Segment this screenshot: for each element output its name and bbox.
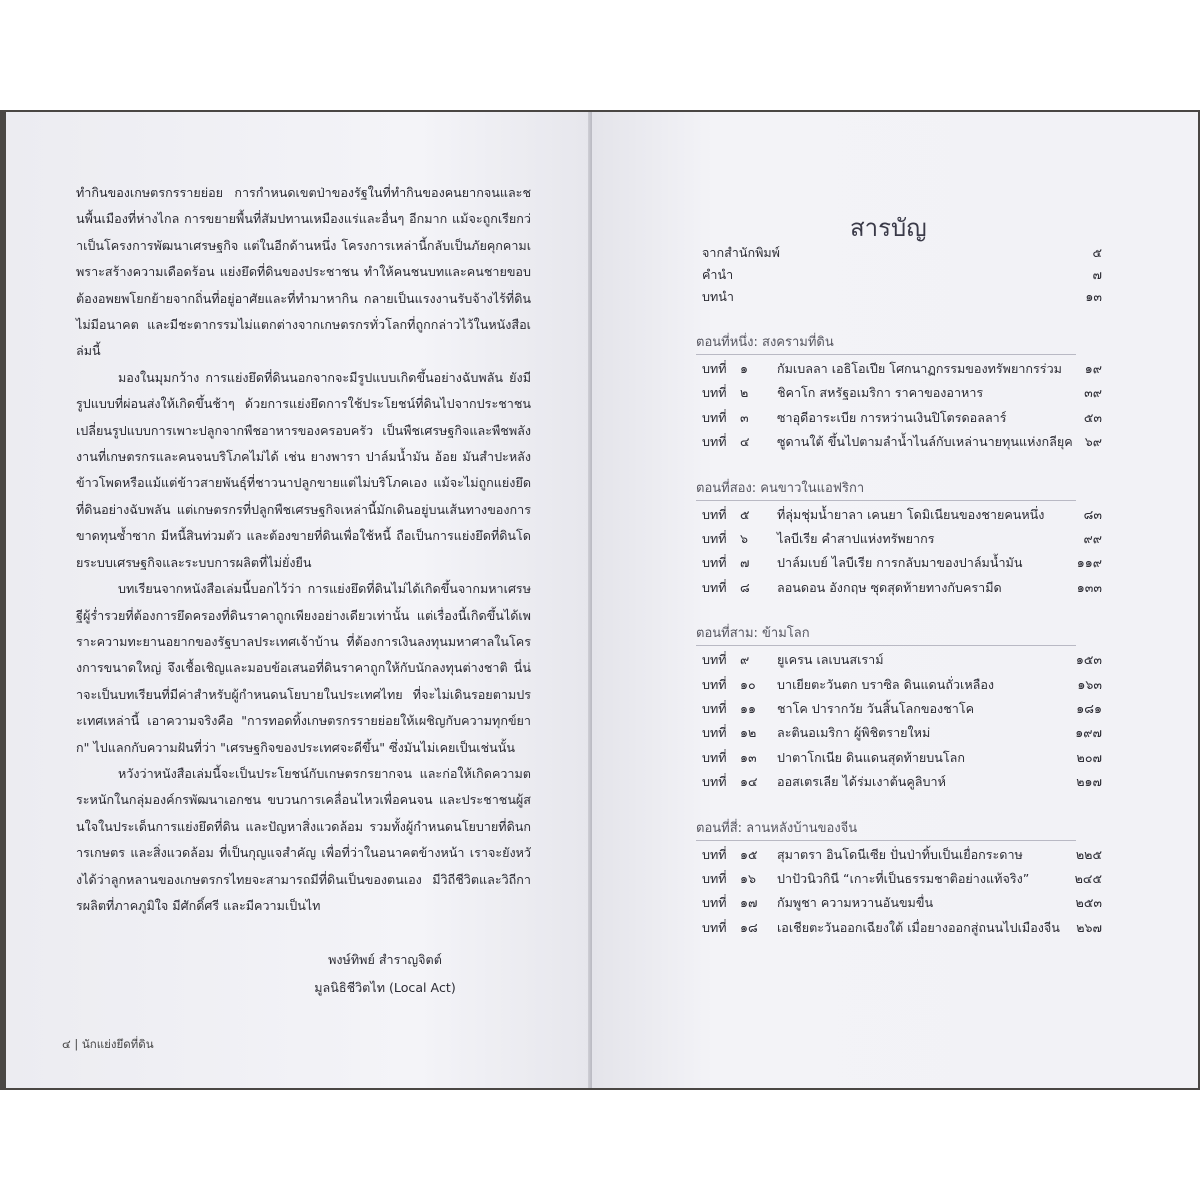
toc-page-number: ๑๖๓: [1077, 676, 1102, 692]
toc-chapter-title: ปาตาโกเนีย ดินแดนสุดท้ายบนโลก: [777, 749, 966, 765]
toc-page-number: ๑๙: [1084, 361, 1102, 376]
toc-chapter-label: บทที่: [702, 385, 727, 401]
toc-page-number: ๒๐๗: [1076, 749, 1102, 765]
toc-entry-label: คำนำ: [702, 267, 734, 282]
page-footer: ๔ | นักแย่งยึดที่ดิน: [62, 1037, 154, 1051]
toc-page-number: ๑๑๙: [1076, 555, 1102, 571]
toc-chapter-label: บทที่: [702, 531, 727, 546]
toc-page-number: ๑๙๗: [1075, 725, 1102, 741]
toc-part-heading: ตอนที่หนึ่ง: สงครามที่ดิน: [696, 332, 1076, 355]
toc-chapter-number: ๙: [740, 652, 750, 668]
toc-page-number: ๒๖๗: [1076, 919, 1102, 935]
toc-chapter-title: กัมพูชา ความหวานอันขมขื่น: [777, 895, 934, 911]
toc-page-number: ๒๑๗: [1076, 774, 1102, 790]
paragraph: หวังว่าหนังสือเล่มนี้จะเป็นประโยชน์กับเกษตรกรยากจน และก่อให้เกิดความตระหนักในกลุ่มองค์กรพัฒนาเอกชน ขบวนการเคลื่อนไหวเพื่อคนจน และประชาชนผู้สนใจในประเด็นการแย่งยึดที่ดิน และปัญหาสิ่งแวดล้อม รวมทั้งผู้กำหนดนโยบายที่ดินการเกษตร และสิ่งแวดล้อม ที่เป็นกุญแจสำคัญ เพื่อที่ว่าในอนาคตข้างหน้า เราจะยังหวังได้ว่าลูกหลานของเกษตรกรไทยจะสามารถมีที่ดินเป็นของตนเอง มีวิถีชีวิตและวิถีการผลิตที่ภาคภูมิใจ มีศักดิ์ศรี และมีความเป็นไท: [76, 765, 531, 913]
toc-chapter-title: ไลบีเรีย คำสาปแห่งทรัพยากร: [777, 531, 935, 546]
toc-entry[interactable]: [702, 242, 1102, 264]
foreword-text: [76, 180, 531, 919]
toc-chapter-label: บทที่: [702, 506, 727, 522]
toc-chapter-entry[interactable]: [702, 431, 1102, 453]
toc-chapter-label: บทที่: [702, 919, 727, 935]
toc-chapter-entry[interactable]: [702, 868, 1102, 890]
signature-name: พงษ์ทิพย์ สำราญจิตต์: [328, 952, 442, 967]
toc-chapter-title: ปาปัวนิวกินี “เกาะที่เป็นธรรมชาติอย่างแท้จริง”: [777, 871, 1030, 886]
toc-page-number: ๑๓: [1085, 289, 1102, 304]
toc-entry-label: บทนำ: [702, 289, 734, 304]
toc-chapter-number: ๑๕: [740, 846, 758, 862]
toc-entry-label: จากสำนักพิมพ์: [702, 245, 780, 260]
toc-chapter-title: เอเชียตะวันออกเฉียงใต้ เมื่อยางออกสู่ถนนไปเมืองจีน: [777, 919, 1060, 935]
toc-chapter-title: ที่ลุ่มชุ่มน้ำยาลา เคนยา โดมิเนียนของชายคนหนึ่ง: [777, 506, 1045, 522]
toc-chapter-label: บทที่: [702, 434, 727, 450]
toc-chapter-number: ๑๐: [740, 676, 756, 692]
toc-page-number: ๘๓: [1083, 506, 1102, 522]
toc-part-heading: ตอนที่สอง: คนขาวในแอฟริกา: [696, 478, 1076, 501]
toc-chapter-entry[interactable]: [702, 722, 1102, 744]
toc-entry[interactable]: [702, 286, 1102, 308]
toc-chapter-entry[interactable]: [702, 844, 1102, 866]
paragraph: ทำกินของเกษตรกรรายย่อย การกำหนดเขตป่าของรัฐในที่ทำกินของคนยากจนและชนพื้นเมืองที่ห่างไกล การขยายพื้นที่สัมปทานเหมืองแร่และอื่นๆ อีกมาก แม้จะถูกเรียกว่าเป็นโครงการพัฒนาเศรษฐกิจ แต่ในอีกด้านหนึ่ง โครงการเหล่านี้กลับเป็นภัยคุกคามเพราะสร้างความเดือดร้อน แย่งยึดที่ดินของประชาชน ทำให้คนชนบทและคนชายขอบต้องอพยพโยกย้ายจากถิ่นที่อยู่อาศัยและที่ทำมาหากิน กลายเป็นแรงงานรับจ้างไร้ที่ดินไม่มีอนาคต และมีชะตากรรมไม่แตกต่างจากเกษตรกรทั่วโลกที่ถูกกล่าวไว้ในหนังสือเล่มนี้: [76, 185, 531, 359]
toc-chapter-entry[interactable]: [702, 917, 1102, 939]
toc-chapter-label: บทที่: [702, 652, 727, 668]
toc-chapter-number: ๑๘: [740, 919, 758, 935]
toc-chapter-entry[interactable]: [702, 528, 1102, 550]
toc-chapter-label: บทที่: [702, 895, 727, 911]
paragraph: บทเรียนจากหนังสือเล่มนี้บอกไว้ว่า การแย่งยึดที่ดินไม่ได้เกิดขึ้นจากมหาเศรษฐีผู้ร่ำรวยที่ต้องการยึดครองที่ดินราคาถูกเพียงอย่างเดียวเท่านั้น แต่เรื่องนี้เกิดขึ้นได้เพราะความทะยานอยากของรัฐบาลประเทศเจ้าบ้าน ที่ต้องการเงินลงทุนมหาศาลในโครงการขนาดใหญ่ จึงเชื้อเชิญและมอบข้อเสนอที่ดินราคาถูกให้กับนักลงทุนต่างชาติ นี่น่าจะเป็นบทเรียนที่มีค่าสำหรับผู้กำหนดนโยบายในประเทศไทย ที่จะไม่เดินรอยตามประเทศเหล่านี้ เอาความจริงคือ "การทอดทิ้งเกษตรกรรายย่อยให้เผชิญกับความทุกข์ยาก" ไปแลกกับความฝันที่ว่า "เศรษฐกิจของประเทศจะดีขึ้น" ซึ่งมันไม่เคยเป็นเช่นนั้น: [76, 581, 531, 755]
toc-chapter-entry[interactable]: [702, 407, 1102, 429]
toc-part-heading: ตอนที่สาม: ข้ามโลก: [696, 623, 1076, 646]
toc-chapter-title: ออสเตรเลีย ได้ร่มเงาต้นคูลิบาห์: [777, 774, 946, 790]
toc-chapter-title: ละตินอเมริกา ผู้พิชิตรายใหม่: [777, 725, 931, 741]
toc-chapter-label: บทที่: [702, 846, 727, 862]
toc-chapter-title: สุมาตรา อินโดนีเซีย ปั่นป่าทิ้บเป็นเยื่อกระดาษ: [777, 846, 1023, 862]
toc-chapter-entry[interactable]: [702, 698, 1102, 720]
toc-chapter-entry[interactable]: [702, 747, 1102, 769]
toc-title: สารบัญ: [850, 214, 927, 242]
toc-chapter-number: ๘: [740, 579, 750, 595]
toc-chapter-label: บทที่: [702, 749, 727, 765]
toc-page-number: ๗: [1092, 267, 1102, 282]
toc-chapter-number: ๑๖: [740, 871, 756, 886]
toc-page-number: ๕: [1092, 245, 1102, 260]
toc-chapter-label: บทที่: [702, 409, 727, 425]
toc-chapter-number: ๖: [740, 531, 748, 546]
toc-page-number: ๑๕๓: [1075, 652, 1102, 668]
toc-page-number: ๑๓๓: [1076, 579, 1102, 595]
toc-chapter-entry[interactable]: [702, 358, 1102, 380]
toc-page-number: ๙๙: [1083, 531, 1102, 546]
toc-entry[interactable]: [702, 264, 1102, 286]
toc-chapter-title: กัมเบลลา เอธิโอเปีย โศกนาฏกรรมของทรัพยากรร่วม: [777, 361, 1062, 376]
toc-chapter-entry[interactable]: [702, 577, 1102, 599]
toc-chapter-number: ๑๔: [740, 774, 758, 790]
toc-chapter-label: บทที่: [702, 701, 727, 716]
toc-chapter-number: ๕: [740, 506, 750, 522]
toc-chapter-title: ชาโค ปารากวัย วันสิ้นโลกของชาโค: [777, 701, 975, 716]
toc-chapter-number: ๑๗: [740, 895, 758, 911]
toc-chapter-entry[interactable]: [702, 649, 1102, 671]
toc-chapter-title: ซูดานใต้ ขึ้นไปตามลำน้ำไนล์กับเหล่านายทุนแห่งกลียุค: [777, 434, 1073, 450]
toc-page-number: ๒๒๕: [1075, 846, 1102, 862]
toc-chapter-entry[interactable]: [702, 674, 1102, 696]
toc-chapter-number: ๑๓: [740, 749, 757, 765]
toc-chapter-title: ชิคาโก สหรัฐอเมริกา ราคาของอาหาร: [777, 385, 984, 401]
right-page: [592, 112, 1198, 1088]
toc-chapter-number: ๒: [740, 385, 749, 401]
toc-chapter-entry[interactable]: [702, 382, 1102, 404]
toc-chapter-label: บทที่: [702, 361, 727, 376]
toc-chapter-label: บทที่: [702, 555, 727, 571]
toc-chapter-entry[interactable]: [702, 504, 1102, 526]
toc-chapter-label: บทที่: [702, 871, 727, 886]
toc-chapter-number: ๔: [740, 434, 750, 450]
toc-chapter-entry[interactable]: [702, 552, 1102, 574]
toc-chapter-entry[interactable]: [702, 892, 1102, 914]
toc-chapter-label: บทที่: [702, 725, 727, 741]
toc-chapter-number: ๑: [740, 361, 748, 376]
toc-page-number: ๒๕๓: [1075, 895, 1102, 911]
toc-chapter-number: ๑๑: [740, 701, 756, 716]
toc-chapter-label: บทที่: [702, 579, 727, 595]
toc-page-number: ๑๘๑: [1076, 701, 1102, 716]
left-page: [6, 112, 594, 1088]
toc-page-number: ๒๔๕: [1074, 871, 1102, 886]
toc-chapter-number: ๓: [740, 409, 749, 425]
paragraph: มองในมุมกว้าง การแย่งยึดที่ดินนอกจากจะมีรูปแบบเกิดขึ้นอย่างฉับพลัน ยังมีรูปแบบที่ผ่อนส่งให้เกิดขึ้นช้าๆ ด้วยการแย่งยึดการใช้ประโยชน์ที่ดินไปจากประชาชน เปลี่ยนรูปแบบการเพาะปลูกจากพืชอาหารของครอบครัว เป็นพืชเศรษฐกิจและพืชพลังงานที่เกษตรกรและคนจนบริโภคไม่ได้ เช่น ยางพารา ปาล์มน้ำมัน อ้อย มันสำปะหลัง ข้าวโพดหรือแม้แต่ข้าวสายพันธุ์ที่ชาวนาปลูกขายแต่ไม่บริโภคเอง แม้จะไม่ถูกแย่งยึดที่ดินอย่างฉับพลัน แต่เกษตรกรที่ปลูกพืชเศรษฐกิจเหล่านี้มักเดินอยู่บนเส้นทางของการขาดทุนซ้ำซาก มีหนี้สินท่วมตัว และต้องขายที่ดินเพื่อใช้หนี้ ถือเป็นการแย่งยึดที่ดินโดยระบบเศรษฐกิจและระบบการผลิตที่ไม่ยั่งยืน: [76, 369, 531, 570]
toc-page-number: ๕๓: [1083, 409, 1102, 425]
toc-chapter-entry[interactable]: [702, 771, 1102, 793]
toc-chapter-label: บทที่: [702, 774, 727, 790]
toc-chapter-title: บาเยียตะวันตก บราซิล ดินแดนถั่วเหลือง: [777, 676, 995, 692]
toc-chapter-number: ๑๒: [740, 725, 757, 741]
toc-chapter-number: ๗: [740, 555, 750, 571]
toc-chapter-title: ลอนดอน อังกฤษ ซุดสุดท้ายทางกับครามีด: [777, 579, 1002, 595]
toc-chapter-title: ซาอุดีอาระเบีย การหว่านเงินปิโตรดอลลาร์: [777, 409, 1007, 425]
toc-part-heading: ตอนที่สี่: ลานหลังบ้านของจีน: [696, 818, 1076, 841]
toc-chapter-title: ยูเครน เลเบนสเราม์: [777, 652, 884, 668]
signature-organization: มูลนิธิชีวิตไท (Local Act): [314, 980, 456, 995]
toc-page-number: ๖๙: [1084, 434, 1102, 450]
toc-chapter-label: บทที่: [702, 676, 727, 692]
toc-page-number: ๓๙: [1084, 385, 1102, 401]
toc-chapter-title: ปาล์มเบย์ ไลบีเรีย การกลับมาของปาล์มน้ำมัน: [777, 555, 1023, 571]
